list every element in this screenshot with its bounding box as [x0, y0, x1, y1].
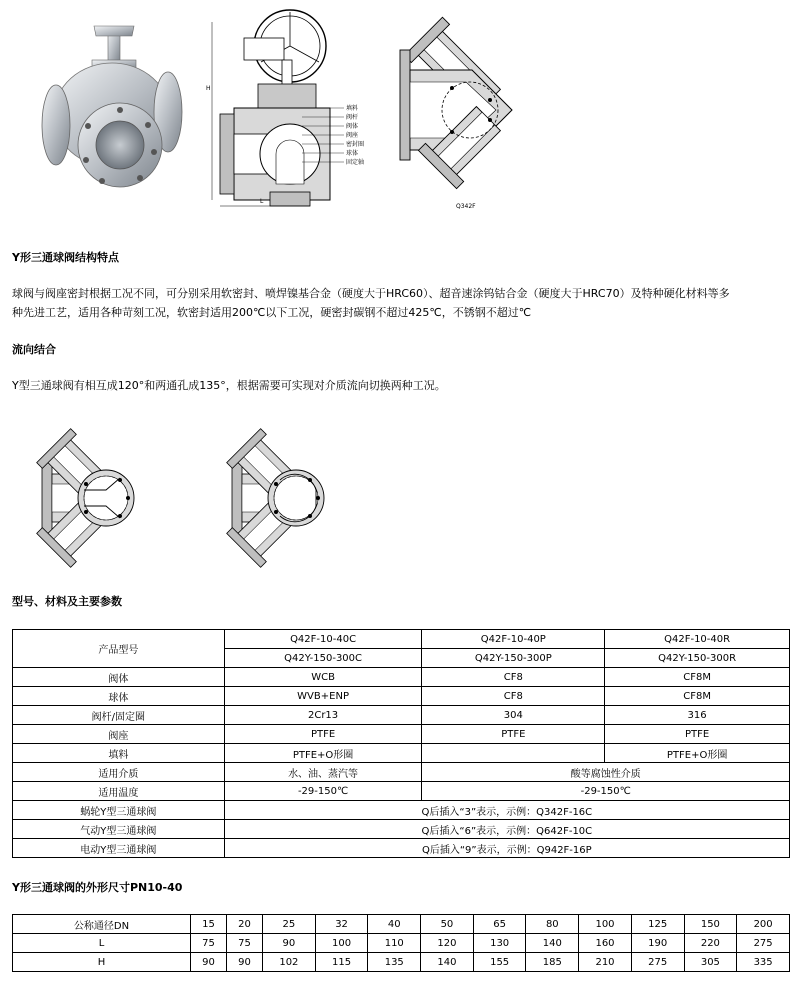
table-row — [13, 953, 790, 972]
cell: Q后插入“9”表示，示例：Q942F-16P — [224, 839, 789, 858]
row-label: 球体 — [13, 687, 225, 706]
cell: 190 — [631, 934, 684, 953]
cell: 155 — [473, 953, 526, 972]
cell: 130 — [473, 934, 526, 953]
dn-cell: 65 — [473, 915, 526, 934]
flow-diagram-2 — [230, 428, 360, 568]
cell: 275 — [737, 934, 790, 953]
dimensions-table — [12, 914, 790, 972]
row-label: H — [13, 953, 191, 972]
cell: 酸等腐蚀性介质 — [422, 763, 790, 782]
cell: 160 — [579, 934, 632, 953]
row-label: 蜗轮Y型三通球阀 — [13, 801, 225, 820]
row-label: 适用温度 — [13, 782, 225, 801]
table-row — [13, 782, 790, 801]
table-row — [13, 668, 790, 687]
cell: WVB+ENP — [224, 687, 422, 706]
cell: CF8 — [422, 687, 605, 706]
cell: 275 — [631, 953, 684, 972]
part-label: 球体 — [346, 150, 359, 157]
dn-cell: 32 — [315, 915, 368, 934]
cell: 90 — [263, 934, 316, 953]
table-row — [13, 687, 790, 706]
cell: PTFE+O形圈 — [224, 744, 422, 763]
cell: PTFE — [422, 725, 605, 744]
dn-cell: 125 — [631, 915, 684, 934]
y-valve-drawing-q342f — [392, 10, 562, 210]
dn-cell: 50 — [421, 915, 474, 934]
cell: 102 — [263, 953, 316, 972]
cell: PTFE+O形圈 — [605, 744, 790, 763]
part-label: 阀座 — [346, 132, 359, 139]
cell: 135 — [368, 953, 421, 972]
section-title-params: 型号、材料及主要参数 — [12, 595, 122, 608]
dim-h: H — [206, 85, 211, 92]
cell: Q后插入“3”表示，示例：Q342F-16C — [224, 801, 789, 820]
dn-cell: 25 — [263, 915, 316, 934]
row-label: 阀体 — [13, 668, 225, 687]
table-row — [13, 763, 790, 782]
cell: 100 — [315, 934, 368, 953]
row-label: 阀座 — [13, 725, 225, 744]
model-b-3: Q42Y-150-300R — [605, 649, 790, 668]
dn-cell: 200 — [737, 915, 790, 934]
structure-line-2: 种先进工艺，适用各种苛刻工况，软密封适用200℃以下工况，硬密封碳钢不超过425℃，不锈钢不超过℃ — [12, 306, 532, 319]
dn-cell: 40 — [368, 915, 421, 934]
cell: 115 — [315, 953, 368, 972]
section-title-dimensions: Y形三通球阀的外形尺寸PN10-40 — [12, 881, 183, 894]
table-row — [13, 630, 790, 649]
structure-paragraph — [12, 284, 792, 322]
model-a-1: Q42F-10-40C — [224, 630, 422, 649]
row-label: 填料 — [13, 744, 225, 763]
valve-photo — [36, 20, 186, 200]
table-row — [13, 820, 790, 839]
table-row — [13, 934, 790, 953]
model-b-1: Q42Y-150-300C — [224, 649, 422, 668]
cell: 75 — [227, 934, 263, 953]
sectional-drawing — [206, 4, 365, 209]
params-table — [12, 629, 790, 858]
part-label: 阀体 — [346, 123, 359, 130]
part-label: 填料 — [346, 105, 359, 112]
table-row — [13, 801, 790, 820]
part-label: 密封圈 — [346, 141, 365, 148]
cell: 90 — [191, 953, 227, 972]
cell: 2Cr13 — [224, 706, 422, 725]
part-label: 固定轴 — [346, 159, 365, 166]
row-label: 适用介质 — [13, 763, 225, 782]
cell: 水、油、蒸汽等 — [224, 763, 422, 782]
row-label: 阀杆/固定圈 — [13, 706, 225, 725]
structure-line-1: 球阀与阀座密封根据工况不同，可分别采用软密封、喷焊镍基合金（硬度大于HRC60）、超音速涂钨钴合金（硬度大于HRC70）及特种硬化材料等多 — [12, 287, 730, 300]
table-row — [13, 725, 790, 744]
cell: 120 — [421, 934, 474, 953]
cell: Q后插入“6”表示，示例：Q642F-10C — [224, 820, 789, 839]
dn-cell: 15 — [191, 915, 227, 934]
cell: 90 — [227, 953, 263, 972]
section-title-flow: 流向结合 — [12, 343, 56, 356]
dn-label: 公称通径DN — [13, 915, 191, 934]
cell: 305 — [684, 953, 737, 972]
figure-caption: Q342F — [456, 203, 476, 210]
cell: 316 — [605, 706, 790, 725]
model-a-3: Q42F-10-40R — [605, 630, 790, 649]
cell: 75 — [191, 934, 227, 953]
dn-cell: 20 — [227, 915, 263, 934]
dim-l: L — [260, 198, 264, 205]
row-label: L — [13, 934, 191, 953]
cell: CF8M — [605, 687, 790, 706]
cell: WCB — [224, 668, 422, 687]
dn-cell: 150 — [684, 915, 737, 934]
cell: CF8M — [605, 668, 790, 687]
flow-diagram-1 — [40, 428, 170, 568]
cell: 304 — [422, 706, 605, 725]
cell: 220 — [684, 934, 737, 953]
cell: PTFE — [605, 725, 790, 744]
table-row — [13, 706, 790, 725]
cell: -29-150℃ — [224, 782, 422, 801]
cell: PTFE — [224, 725, 422, 744]
table-row — [13, 839, 790, 858]
dn-cell: 100 — [579, 915, 632, 934]
cell: 140 — [526, 934, 579, 953]
cell: 210 — [579, 953, 632, 972]
cell — [422, 744, 605, 763]
cell: 185 — [526, 953, 579, 972]
dn-cell: 80 — [526, 915, 579, 934]
row-label: 电动Y型三通球阀 — [13, 839, 225, 858]
cell: 335 — [737, 953, 790, 972]
part-label: 阀杆 — [346, 114, 359, 121]
model-b-2: Q42Y-150-300P — [422, 649, 605, 668]
cell: 140 — [421, 953, 474, 972]
flow-paragraph: Y型三通球阀有相互成120°和两通孔成135°，根据需要可实现对介质流向切换两种工况。 — [12, 379, 446, 392]
table-row — [13, 915, 790, 934]
row-label: 气动Y型三通球阀 — [13, 820, 225, 839]
table-row — [13, 744, 790, 763]
section-title-structure: Y形三通球阀结构特点 — [12, 251, 119, 264]
cell: -29-150℃ — [422, 782, 790, 801]
model-label-cell: 产品型号 — [13, 630, 225, 668]
cell: 110 — [368, 934, 421, 953]
model-a-2: Q42F-10-40P — [422, 630, 605, 649]
cell: CF8 — [422, 668, 605, 687]
